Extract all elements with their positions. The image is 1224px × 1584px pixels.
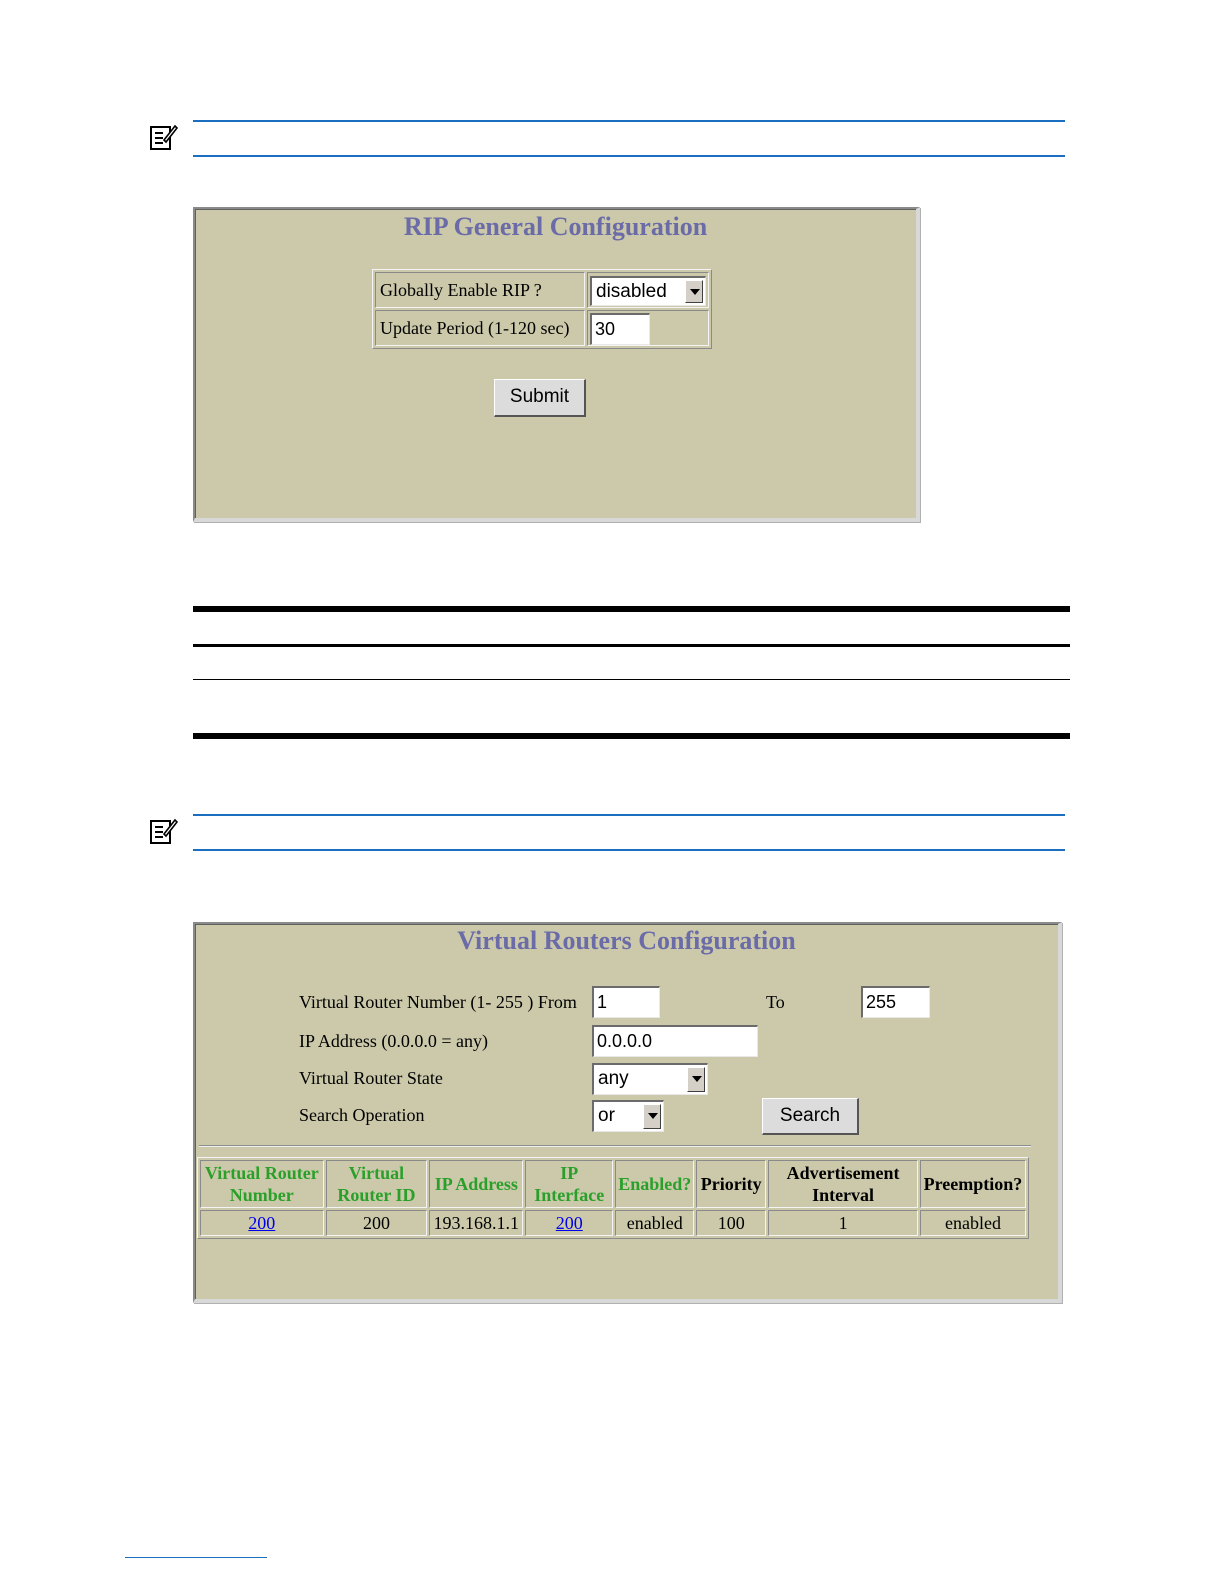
note-top-rule — [193, 120, 1065, 122]
cell-ip-interface — [525, 1210, 613, 1236]
ip-address-label: IP Address (0.0.0.0 = any) — [299, 1031, 488, 1051]
col-priority: Priority — [696, 1160, 766, 1208]
rip-panel-title: RIP General Configuration — [403, 212, 708, 241]
note-bottom-rule — [193, 849, 1065, 851]
search-button[interactable]: Search — [762, 1098, 859, 1135]
virtual-routers-table — [197, 1157, 1029, 1239]
rip-enable-cell — [587, 272, 709, 308]
rip-enable-row — [375, 272, 709, 308]
col-adv-interval: Advertisement Interval — [768, 1160, 918, 1208]
search-operation-label: Search Operation — [299, 1105, 425, 1125]
chevron-down-icon[interactable] — [643, 1104, 661, 1129]
submit-button[interactable]: Submit — [494, 379, 586, 417]
table-row — [200, 1210, 1026, 1236]
panel-separator — [199, 1145, 1031, 1147]
vr-state-select[interactable] — [592, 1063, 708, 1095]
vr-state-label: Virtual Router State — [299, 1068, 443, 1088]
vr-number-link[interactable]: 200 — [248, 1212, 276, 1233]
cell-ip-address: 193.168.1.1 — [429, 1210, 523, 1236]
table-top-rule — [193, 606, 1070, 612]
note-icon — [148, 122, 178, 157]
cell-vr-number — [200, 1210, 324, 1236]
col-ip-interface: IP Interface — [525, 1160, 613, 1208]
search-operation-select[interactable] — [592, 1100, 664, 1132]
cell-router-id: 200 — [326, 1210, 428, 1236]
chevron-down-icon[interactable] — [685, 280, 703, 303]
ip-interface-link[interactable]: 200 — [555, 1212, 583, 1233]
update-period-input[interactable] — [590, 313, 650, 345]
rip-period-label: Update Period (1-120 sec) — [375, 310, 585, 346]
chevron-down-icon[interactable] — [687, 1067, 705, 1092]
vr-to-label: To — [766, 992, 785, 1012]
search-operation-select-value: or — [598, 1105, 615, 1126]
vr-number-label: Virtual Router Number (1- 255 ) From — [299, 992, 577, 1012]
vr-state-select-value: any — [598, 1068, 629, 1089]
rip-config-panel — [193, 207, 920, 522]
table-row-rule — [193, 679, 1070, 680]
table-header-row — [200, 1160, 1026, 1208]
vr-from-input[interactable] — [592, 986, 660, 1018]
col-vr-number: Virtual Router Number — [200, 1160, 324, 1208]
note-icon — [148, 816, 178, 851]
virtual-routers-panel — [193, 922, 1062, 1303]
vr-to-input[interactable] — [861, 986, 930, 1018]
cell-enabled: enabled — [615, 1210, 694, 1236]
rip-period-cell — [587, 310, 709, 346]
rip-period-row — [375, 310, 709, 346]
table-header-rule — [193, 644, 1070, 647]
rip-enable-label: Globally Enable RIP ? — [375, 272, 585, 308]
table-bottom-rule — [193, 733, 1070, 739]
vr-panel-title: Virtual Routers Configuration — [457, 926, 796, 955]
cell-priority: 100 — [696, 1210, 766, 1236]
footnote-rule — [125, 1557, 267, 1558]
note-top-rule — [193, 814, 1065, 816]
rip-settings-table — [372, 269, 712, 349]
note-bottom-rule — [193, 155, 1065, 157]
ip-address-input[interactable] — [592, 1025, 758, 1057]
cell-adv-interval: 1 — [768, 1210, 918, 1236]
col-enabled: Enabled? — [615, 1160, 694, 1208]
col-vr-router-id: Virtual Router ID — [326, 1160, 428, 1208]
cell-preemption: enabled — [920, 1210, 1026, 1236]
rip-enable-select[interactable] — [590, 276, 706, 306]
col-ip-address: IP Address — [429, 1160, 523, 1208]
rip-enable-select-value: disabled — [596, 281, 667, 302]
col-preemption: Preemption? — [920, 1160, 1026, 1208]
